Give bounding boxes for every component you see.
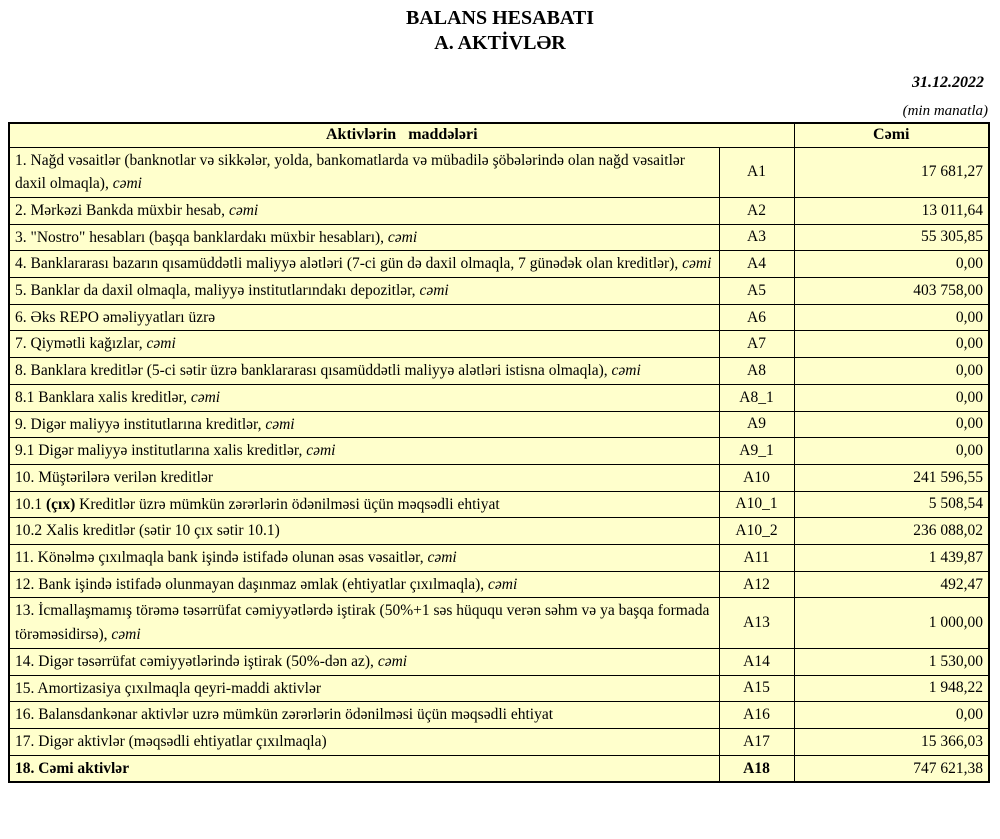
item-description-cell: 17. Digər aktivlər (məqsədli ehtiyatlar çıxılmaqla) xyxy=(9,728,719,755)
item-code-cell: A17 xyxy=(719,728,794,755)
item-value-cell: 0,00 xyxy=(794,702,989,729)
item-value-cell: 0,00 xyxy=(794,304,989,331)
item-description-cell: 10.1 (çıx) Kreditlər üzrə mümkün zərərlərin ödənilməsi üçün məqsədli ehtiyat xyxy=(9,491,719,518)
unit-note: (min manatla) xyxy=(902,103,988,119)
item-code-cell: A18 xyxy=(719,755,794,782)
item-code-cell: A10_1 xyxy=(719,491,794,518)
item-description-cell: 14. Digər təsərrüfat cəmiyyətlərində iştirak (50%-dən az), cəmi xyxy=(9,648,719,675)
item-description-cell: 6. Əks REPO əməliyyatları üzrə xyxy=(9,304,719,331)
item-code-cell: A10 xyxy=(719,464,794,491)
item-value-cell: 0,00 xyxy=(794,251,989,278)
item-code-cell: A6 xyxy=(719,304,794,331)
item-value-cell: 55 305,85 xyxy=(794,224,989,251)
item-description-cell: 16. Balansdankənar aktivlər uzrə mümkün zərərlərin ödənilməsi üçün məqsədli ehtiyat xyxy=(9,702,719,729)
item-value-cell: 0,00 xyxy=(794,411,989,438)
item-code-cell: A4 xyxy=(719,251,794,278)
table-row xyxy=(9,331,989,358)
report-title-line2: A. AKTİVLƏR xyxy=(434,32,566,54)
item-description-cell: 2. Mərkəzi Bankda müxbir hesab, cəmi xyxy=(9,197,719,224)
assets-table xyxy=(8,122,990,783)
item-value-cell: 1 439,87 xyxy=(794,545,989,572)
item-code-cell: A3 xyxy=(719,224,794,251)
item-description-cell: 7. Qiymətli kağızlar, cəmi xyxy=(9,331,719,358)
item-description-cell: 15. Amortizasiya çıxılmaqla qeyri-maddi aktivlər xyxy=(9,675,719,702)
item-code-cell: A11 xyxy=(719,545,794,572)
table-row xyxy=(9,197,989,224)
item-code-cell: A9 xyxy=(719,411,794,438)
item-value-cell: 492,47 xyxy=(794,571,989,598)
item-value-cell: 403 758,00 xyxy=(794,278,989,305)
report-title-line1: BALANS HESABATI xyxy=(405,7,595,29)
item-description-cell: 8. Banklara kreditlər (5-ci sətir üzrə banklararası qısamüddətli maliyyə alətləri istisna olmaqla), cəmi xyxy=(9,358,719,385)
table-row xyxy=(9,464,989,491)
item-value-cell: 15 366,03 xyxy=(794,728,989,755)
report-title xyxy=(0,6,1000,56)
table-row xyxy=(9,358,989,385)
items-column-header: Aktivlərin maddələri xyxy=(9,123,794,147)
table-row xyxy=(9,224,989,251)
table-body xyxy=(9,147,989,782)
item-description-cell: 12. Bank işində istifadə olunmayan daşınmaz əmlak (ehtiyatlar çıxılmaqla), cəmi xyxy=(9,571,719,598)
item-value-cell: 747 621,38 xyxy=(794,755,989,782)
item-code-cell: A16 xyxy=(719,702,794,729)
item-description-cell: 9. Digər maliyyə institutlarına kreditlər, cəmi xyxy=(9,411,719,438)
item-value-cell: 0,00 xyxy=(794,358,989,385)
item-description-cell: 5. Banklar da daxil olmaqla, maliyyə institutlarındakı depozitlər, cəmi xyxy=(9,278,719,305)
table-row xyxy=(9,384,989,411)
table-row xyxy=(9,571,989,598)
item-code-cell: A13 xyxy=(719,598,794,648)
item-code-cell: A10_2 xyxy=(719,518,794,545)
item-value-cell: 1 000,00 xyxy=(794,598,989,648)
item-code-cell: A14 xyxy=(719,648,794,675)
item-value-cell: 236 088,02 xyxy=(794,518,989,545)
item-code-cell: A9_1 xyxy=(719,438,794,465)
item-value-cell: 17 681,27 xyxy=(794,147,989,197)
table-row xyxy=(9,755,989,782)
item-description-cell: 10. Müştərilərə verilən kreditlər xyxy=(9,464,719,491)
table-row xyxy=(9,491,989,518)
item-code-cell: A8_1 xyxy=(719,384,794,411)
table-row xyxy=(9,411,989,438)
item-value-cell: 0,00 xyxy=(794,331,989,358)
item-code-cell: A12 xyxy=(719,571,794,598)
item-code-cell: A8 xyxy=(719,358,794,385)
item-description-cell: 11. Könəlmə çıxılmaqla bank işində istifadə olunan əsas vəsaitlər, cəmi xyxy=(9,545,719,572)
item-description-cell: 8.1 Banklara xalis kreditlər, cəmi xyxy=(9,384,719,411)
table-row xyxy=(9,675,989,702)
table-row xyxy=(9,728,989,755)
item-value-cell: 241 596,55 xyxy=(794,464,989,491)
table-row xyxy=(9,278,989,305)
report-date: 31.12.2022 xyxy=(912,74,984,91)
item-description-cell: 1. Nağd vəsaitlər (banknotlar və sikkələr, yolda, bankomatlarda və mübadilə şöbələrində olan nağd vəsaitlər daxil olmaqla), cəmi xyxy=(9,147,719,197)
item-code-cell: A15 xyxy=(719,675,794,702)
table-row xyxy=(9,545,989,572)
table-row xyxy=(9,251,989,278)
table-row xyxy=(9,304,989,331)
table-row xyxy=(9,147,989,197)
table-row xyxy=(9,702,989,729)
item-description-cell: 13. İcmallaşmamış törəmə təsərrüfat cəmiyyətlərdə iştirak (50%+1 səs hüququ verən səhm və ya başqa formada törəməsidirsə), cəmi xyxy=(9,598,719,648)
table-row xyxy=(9,648,989,675)
item-value-cell: 13 011,64 xyxy=(794,197,989,224)
item-description-cell: 10.2 Xalis kreditlər (sətir 10 çıx sətir 10.1) xyxy=(9,518,719,545)
item-value-cell: 1 948,22 xyxy=(794,675,989,702)
item-value-cell: 0,00 xyxy=(794,438,989,465)
item-value-cell: 0,00 xyxy=(794,384,989,411)
item-code-cell: A7 xyxy=(719,331,794,358)
item-description-cell: 3. "Nostro" hesabları (başqa banklardakı müxbir hesabları), cəmi xyxy=(9,224,719,251)
table-row xyxy=(9,518,989,545)
table-row xyxy=(9,598,989,648)
item-value-cell: 5 508,54 xyxy=(794,491,989,518)
item-description-cell: 9.1 Digər maliyyə institutlarına xalis kreditlər, cəmi xyxy=(9,438,719,465)
item-code-cell: A5 xyxy=(719,278,794,305)
table-row xyxy=(9,438,989,465)
item-description-cell: 4. Banklararası bazarın qısamüddətli maliyyə alətləri (7-ci gün də daxil olmaqla, 7 günədək olan kreditlər), cəmi xyxy=(9,251,719,278)
item-code-cell: A2 xyxy=(719,197,794,224)
item-code-cell: A1 xyxy=(719,147,794,197)
item-value-cell: 1 530,00 xyxy=(794,648,989,675)
item-description-cell: 18. Cəmi aktivlər xyxy=(9,755,719,782)
total-column-header: Cəmi xyxy=(794,123,989,147)
table-header-row xyxy=(9,123,989,147)
